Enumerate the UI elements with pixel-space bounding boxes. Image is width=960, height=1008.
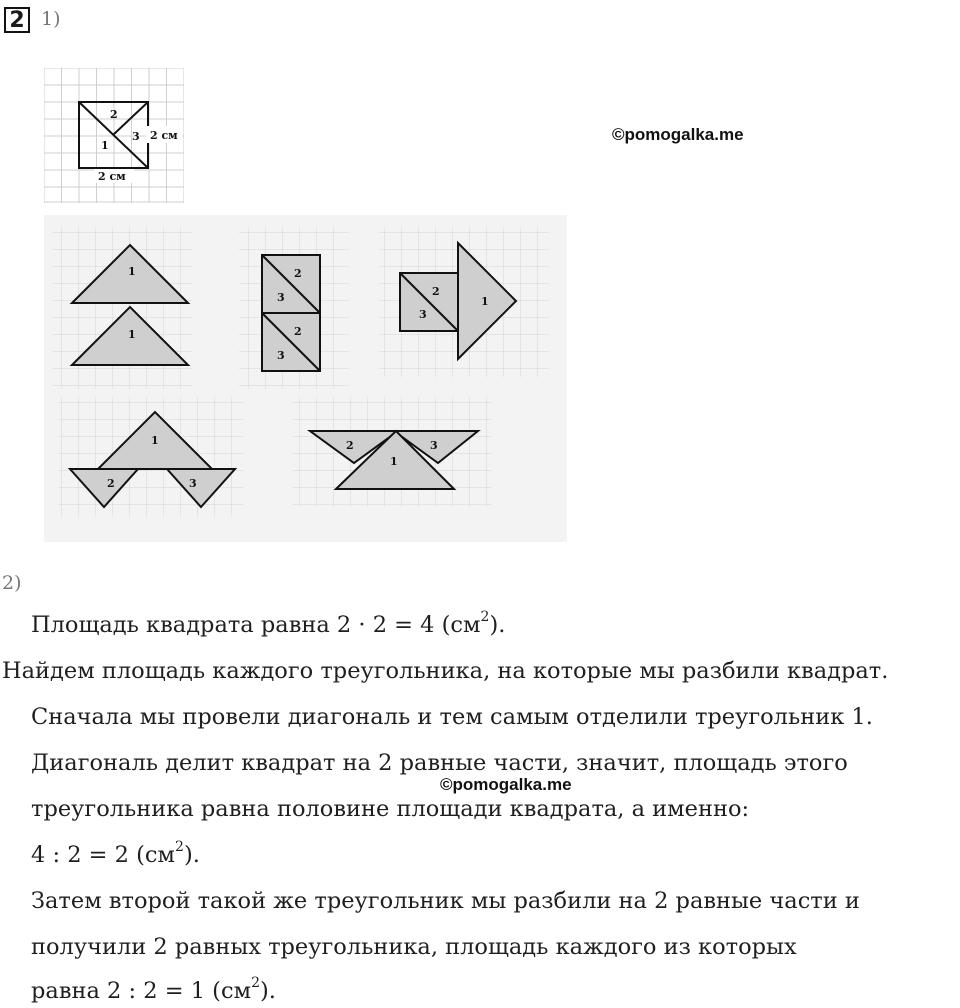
shape-label: 1 — [151, 434, 159, 447]
text-segment: Площадь квадрата равна 2 · 2 = 4 (см — [31, 612, 481, 638]
square-piece-2-label: 2 — [110, 108, 118, 121]
watermark-top: ©pomogalka.me — [612, 125, 744, 144]
shape-label: 1 — [390, 455, 398, 468]
shape-label: 3 — [430, 439, 438, 452]
text-line: получили 2 равных треугольника, площадь каждого из которых — [31, 934, 797, 960]
text-segment: равна 2 : 2 = 1 (см — [31, 978, 252, 1004]
square-piece-1-label: 1 — [101, 139, 109, 152]
task-number: 2 — [4, 7, 30, 33]
text-line: Найдем площадь каждого треугольника, на которые мы разбили квадрат. — [2, 658, 889, 684]
shape-label: 2 — [294, 325, 302, 338]
shape-label: 2 — [346, 439, 354, 452]
text-line: Затем второй такой же треугольник мы разбили на 2 равные части и — [31, 888, 860, 914]
shape-label: 1 — [128, 328, 136, 341]
square-piece-3-label: 3 — [132, 130, 140, 143]
text-line — [31, 839, 200, 868]
text-segment: ). — [489, 612, 506, 638]
text-line — [31, 975, 276, 1004]
shape-label: 2 — [294, 267, 302, 280]
text-line: Сначала мы провели диагональ и тем самым отделили треугольник 1. — [31, 704, 873, 730]
shapes-figure — [44, 215, 567, 542]
shape-label: 3 — [419, 308, 427, 321]
text-segment: ). — [183, 842, 200, 868]
shape-label: 3 — [277, 349, 285, 362]
side-label-bottom: 2 см — [98, 170, 126, 183]
text-segment: ). — [260, 978, 276, 1004]
shape-label: 1 — [481, 295, 489, 308]
superscript: 2 — [175, 839, 184, 855]
shape-label: 2 — [432, 285, 440, 298]
side-label-right: 2 см — [150, 129, 178, 142]
shape-label: 2 — [107, 477, 115, 490]
superscript: 2 — [251, 975, 260, 991]
shape-label: 3 — [277, 291, 285, 304]
shape-label: 1 — [128, 265, 136, 278]
watermark-middle: ©pomogalka.me — [440, 775, 572, 794]
part-1-label: 1) — [41, 8, 61, 30]
square-figure — [44, 68, 184, 203]
shape-label: 3 — [189, 477, 197, 490]
superscript: 2 — [480, 609, 490, 625]
text-line: Диагональ делит квадрат на 2 равные части, значит, площадь этого — [31, 750, 848, 776]
text-line: треугольника равна половине площади квадрата, а именно: — [31, 796, 750, 822]
part-2-label: 2) — [2, 572, 22, 594]
text-segment: 4 : 2 = 2 (см — [31, 842, 176, 868]
text-line — [31, 609, 506, 638]
